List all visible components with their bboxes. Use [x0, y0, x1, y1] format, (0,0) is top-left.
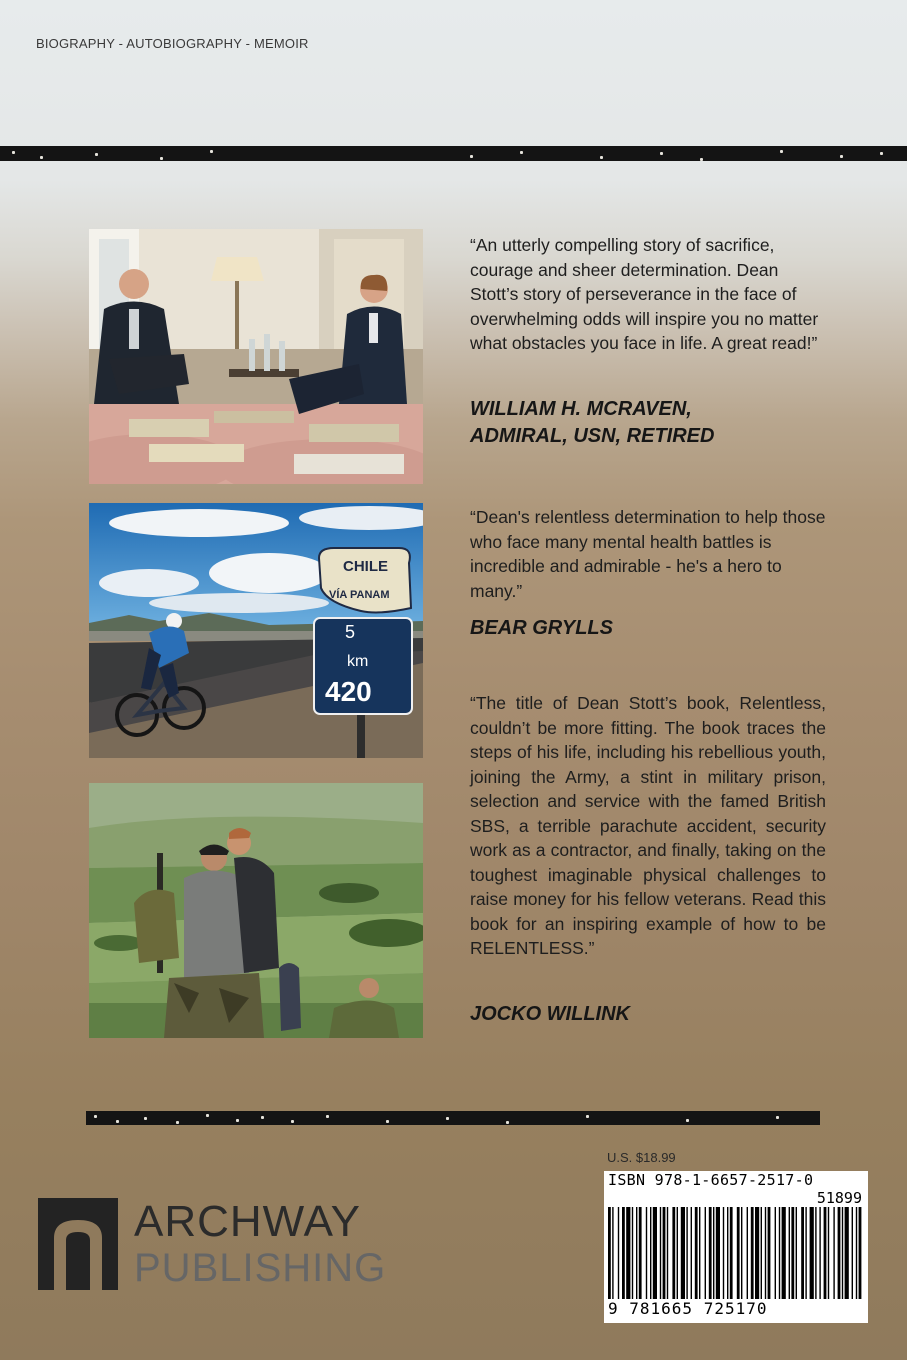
sign-country-text: CHILE: [343, 558, 388, 575]
barcode-bar: [622, 1207, 625, 1299]
barcode-bar: [755, 1207, 759, 1299]
barcode-bar: [789, 1207, 790, 1299]
barcode-bar: [681, 1207, 685, 1299]
sign-route-text: VÍA PANAM: [329, 589, 390, 601]
top-divider-bar: [0, 146, 907, 161]
barcode-bar: [737, 1207, 740, 1299]
barcode-bar: [859, 1207, 862, 1299]
sign-number-text: 5: [345, 622, 356, 642]
isbn-text: ISBN 978-1-6657-2517-0: [608, 1171, 814, 1189]
barcode-bar: [646, 1207, 647, 1299]
barcode-bar: [775, 1207, 776, 1299]
barcode-bar: [810, 1207, 814, 1299]
barcode-bar: [691, 1207, 692, 1299]
barcode-bar: [705, 1207, 706, 1299]
barcode-bar: [765, 1207, 766, 1299]
barcode-bar: [695, 1207, 698, 1299]
barcode-bar: [632, 1207, 633, 1299]
barcode-bar: [608, 1207, 611, 1299]
barcode-bar: [838, 1207, 841, 1299]
barcode-bar: [801, 1207, 804, 1299]
quote-author-mcraven: WILLIAM H. MCRAVEN, ADMIRAL, USN, RETIRED: [470, 398, 715, 447]
barcode-bar: [672, 1207, 675, 1299]
barcode-bar: [779, 1207, 780, 1299]
barcode-bar: [824, 1207, 827, 1299]
barcode-bar: [751, 1207, 754, 1299]
quote-author-willink: JOCKO WILLINK: [470, 1003, 630, 1025]
quote-willink: “The title of Dean Stott’s book, Relentless, couldn’t be more fitting. The book traces the steps of his life, including his rebellious youth, joining the Army, a stint in military prison, selection and service with the famed British SBS, a terrible parachute accident, security work as a contractor, and finally, taking on the toughest imaginable physical challenges to raise money for his fellow veterans. Read this book for an inspiring example of how to be RELENTLESS.”: [470, 693, 826, 958]
archway-arch-icon: [38, 1198, 118, 1290]
barcode-bar: [686, 1207, 687, 1299]
category-label: BIOGRAPHY - AUTOBIOGRAPHY - MEMOIR: [36, 36, 309, 51]
barcode-bar: [842, 1207, 843, 1299]
barcode-bar: [730, 1207, 733, 1299]
quote-author-grylls: BEAR GRYLLS: [470, 617, 613, 639]
sign-distance-text: 420: [325, 676, 372, 707]
barcode-bar: [828, 1207, 829, 1299]
barcode-bar: [819, 1207, 820, 1299]
photo-interview: [89, 229, 423, 484]
barcode-bar: [796, 1207, 797, 1299]
barcode-bar: [660, 1207, 661, 1299]
barcode-bar: [815, 1207, 816, 1299]
barcode-bar: [650, 1207, 651, 1299]
bottom-divider-bar: [86, 1111, 820, 1125]
barcode-bar: [768, 1207, 771, 1299]
barcode-bar: [653, 1207, 657, 1299]
barcode-bar: [852, 1207, 853, 1299]
barcode-bar: [782, 1207, 786, 1299]
barcode-bar: [663, 1207, 666, 1299]
price-code-text: 51899: [816, 1189, 862, 1207]
barcode-bar: [639, 1207, 642, 1299]
barcode-bar: [677, 1207, 678, 1299]
price-label: U.S. $18.99: [607, 1150, 676, 1165]
barcode-bar: [805, 1207, 806, 1299]
barcode-bar: [761, 1207, 762, 1299]
barcode-digits: 9 781665 725170: [608, 1299, 768, 1318]
barcode-bar: [856, 1207, 857, 1299]
photo-soldiers-hillside: [89, 783, 423, 1038]
publisher-sub: PUBLISHING: [134, 1246, 387, 1290]
barcode-bar: [667, 1207, 668, 1299]
barcode-bar: [833, 1207, 834, 1299]
barcode-bar: [618, 1207, 619, 1299]
photo-cyclist-road-sign: [89, 503, 423, 758]
isbn-barcode: [604, 1171, 868, 1323]
barcode-bar: [723, 1207, 724, 1299]
quote-mcraven: “An utterly compelling story of sacrifice, courage and sheer determination. Dean Stott’s story of perseverance in the face of overwhelming odds will inspire you no matter what obstacles you face in life. A great read!”: [470, 235, 819, 353]
barcode-bar: [699, 1207, 700, 1299]
quote-grylls: “Dean's relentless determination to help those who face many mental health battles is incredible and admirable - he's a hero to many.”: [470, 507, 826, 601]
publisher-name: ARCHWAY: [134, 1197, 361, 1246]
barcode-bar: [741, 1207, 742, 1299]
barcode-bar: [612, 1207, 613, 1299]
barcode-bar: [727, 1207, 728, 1299]
barcode-bar: [791, 1207, 794, 1299]
barcode-bar: [716, 1207, 720, 1299]
barcode-bar: [709, 1207, 712, 1299]
sign-unit-text: km: [347, 653, 369, 670]
barcode-bar: [747, 1207, 748, 1299]
barcode-bar: [845, 1207, 849, 1299]
barcode-bar: [636, 1207, 637, 1299]
barcode-bars: [608, 1207, 864, 1299]
barcode-bar: [713, 1207, 714, 1299]
barcode-bar: [626, 1207, 630, 1299]
